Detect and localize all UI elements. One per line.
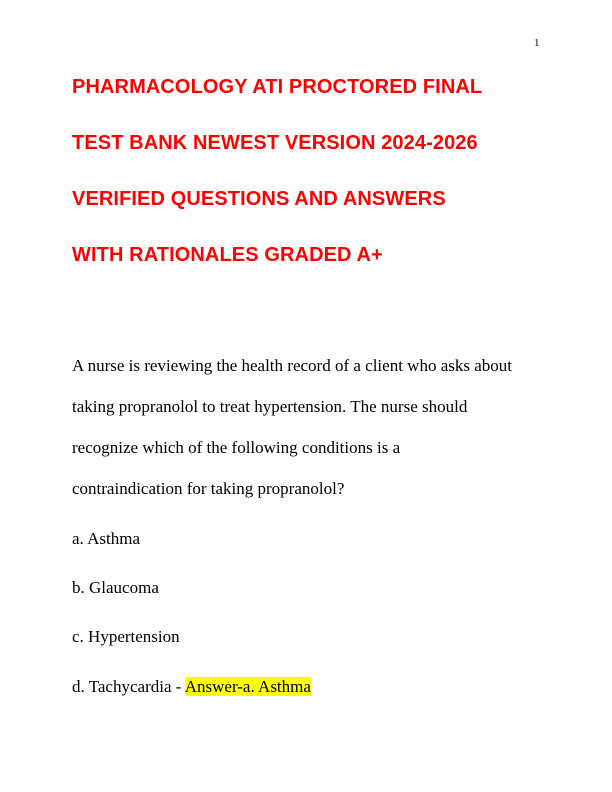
option-a: a. Asthma bbox=[72, 529, 140, 548]
title-line-1: PHARMACOLOGY ATI PROCTORED FINAL bbox=[72, 76, 483, 98]
question-line-1: A nurse is reviewing the health record of a client who asks about bbox=[72, 356, 512, 375]
question-line-2: taking propranolol to treat hypertension. The nurse should bbox=[72, 397, 468, 416]
option-b: b. Glaucoma bbox=[72, 578, 159, 597]
question-line-4: contraindication for taking propranolol? bbox=[72, 479, 345, 498]
answer-highlight: Answer-a. Asthma bbox=[184, 677, 311, 696]
title-line-3: VERIFIED QUESTIONS AND ANSWERS bbox=[72, 188, 446, 210]
option-d-line bbox=[72, 677, 311, 697]
option-d: d. Tachycardia - bbox=[72, 677, 185, 696]
title-line-2: TEST BANK NEWEST VERSION 2024-2026 bbox=[72, 132, 478, 154]
title-line-4: WITH RATIONALES GRADED A+ bbox=[72, 244, 383, 266]
page-number: 1 bbox=[534, 37, 540, 49]
option-c: c. Hypertension bbox=[72, 627, 180, 646]
question-line-3: recognize which of the following conditions is a bbox=[72, 438, 401, 457]
